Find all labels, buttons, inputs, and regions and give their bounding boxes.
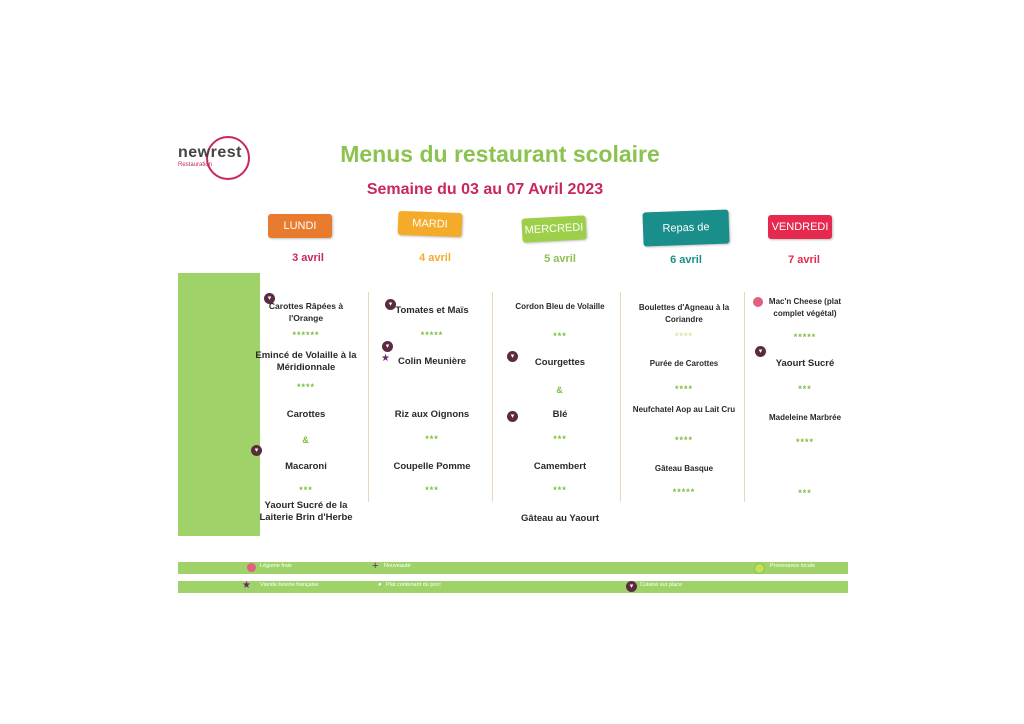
logo-subtext: Restauration [178,162,213,168]
cooked-on-site-icon: ▾ [382,341,393,352]
cooked-on-site-icon: ▾ [507,411,518,422]
tab-jeudi: Repas de [642,210,729,247]
menu-item: Courgettes [534,357,586,368]
legend-bar [178,562,848,574]
menu-item: Cordon Bleu de Volaille [515,302,605,311]
separator: **** [674,331,693,341]
legend-label: Cuisiné sur place [640,582,683,588]
menu-item: Gâteau au Yaourt [521,513,599,524]
menu-item: Carottes [286,409,326,420]
menu-column-mardi [380,292,484,537]
newrest-logo [178,136,250,178]
menu-item: Mac'n Cheese (plat complet végétal) [768,297,842,318]
cooked-on-site-icon: ▾ [385,299,396,310]
tab-vendredi: VENDREDI [768,215,832,239]
french-beef-icon: ★ [381,353,390,364]
legend-label: Nouveauté [384,563,411,569]
date-lundi: 3 avril [292,252,324,264]
menu-item: Yaourt Sucré [775,358,835,369]
menu-item: Boulettes d'Agneau à la Coriandre [638,303,730,324]
menu-item: Gâteau Basque [654,464,714,473]
menu-item: Purée de Carottes [649,359,719,368]
menu-item: Yaourt Sucré de la Laiterie Brin d'Herbe [259,500,353,523]
menu-item: Colin Meunière [397,356,467,367]
column-divider [744,292,745,502]
separator: & [556,385,564,395]
fresh-vegetable-icon [247,563,256,572]
separator: **** [674,384,693,394]
menu-item: Coupelle Pomme [393,461,471,472]
legend-label: Provenance locale [770,563,816,569]
separator: ***** [420,330,444,340]
separator: *** [553,434,567,444]
date-jeudi: 6 avril [670,254,702,266]
date-vendredi: 7 avril [788,254,820,266]
menu-item: Camembert [533,461,587,472]
separator: *** [553,331,567,341]
separator: *** [425,485,439,495]
separator: **** [296,382,315,392]
menu-item: Carottes Râpées à l'Orange [268,301,344,323]
new-item-icon: + [372,560,379,572]
tab-mardi: MARDI [398,211,463,237]
separator: **** [674,435,693,445]
column-divider [492,292,493,502]
menu-column-vendredi [753,292,857,537]
cooked-on-site-icon: ▾ [755,346,766,357]
cooked-on-site-icon: ▾ [264,293,275,304]
date-mercredi: 5 avril [544,253,576,265]
week-subtitle: Semaine du 03 au 07 Avril 2023 [366,181,604,198]
local-provenance-icon [754,563,765,574]
column-divider [620,292,621,502]
legend-bar [178,581,848,593]
french-beef-icon: ★ [242,580,251,591]
separator: *** [299,485,313,495]
tab-mercredi: MERCREDI [521,215,586,242]
separator: ***** [793,332,817,342]
separator: *** [425,434,439,444]
menu-item: Riz aux Oignons [394,409,470,420]
separator: *** [798,488,812,498]
separator: ****** [292,330,320,340]
cooked-on-site-icon: ▾ [507,351,518,362]
column-divider [368,292,369,502]
legend-label: Légume frais [260,563,292,569]
side-color-band [178,273,260,536]
pork-icon: ● [378,582,382,588]
menu-item: Emincé de Volaille à la Méridionnale [255,350,357,373]
menu-item: Macaroni [285,461,327,472]
legend-label: Viande bovine française [260,582,319,588]
separator: *** [798,384,812,394]
menu-item: Blé [552,409,568,420]
separator: & [302,435,310,445]
menu-item: Tomates et Maïs [395,305,469,316]
menu-item: Madeleine Marbrée [768,413,842,422]
page-title: Menus du restaurant scolaire [340,141,660,167]
logo-text: newrest [178,144,242,161]
cooked-on-site-icon: ▾ [626,581,637,592]
menu-column-lundi [254,292,358,537]
legend-label: Plat contenant du porc [386,582,442,588]
separator: *** [553,485,567,495]
menu-column-jeudi [632,292,736,537]
separator: **** [795,437,814,447]
cooked-on-site-icon: ▾ [251,445,262,456]
separator: ***** [672,487,696,497]
date-mardi: 4 avril [419,252,451,264]
tab-lundi: LUNDI [268,214,332,238]
menu-item: Neufchatel Aop au Lait Cru [632,405,736,414]
menu-column-mercredi [508,292,612,537]
